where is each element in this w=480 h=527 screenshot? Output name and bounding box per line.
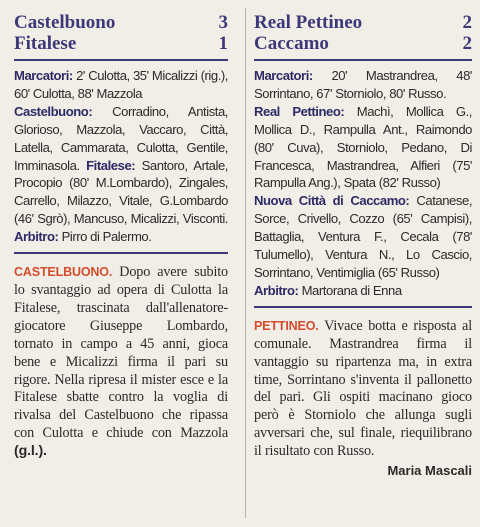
- referee: Pirro di Palermo.: [58, 229, 152, 245]
- away-team: Fitalese: [14, 33, 77, 54]
- score-divider: [254, 59, 472, 61]
- home-lineup: Corradino, Antista, Glorioso, Mazzola, Vaccaro, Città, Latella, Cammarata, Culotta, Gentile, Imminasola.: [14, 103, 228, 173]
- match-chronicle: [14, 264, 228, 461]
- match-report-pettineo: [250, 0, 476, 527]
- referee: Martorana di Enna: [298, 282, 402, 298]
- home-score-row: [14, 12, 228, 33]
- column-divider: [245, 8, 246, 518]
- home-lineup-label: Real Pettineo:: [254, 103, 345, 119]
- scorers: 20' Mastrandrea, 48' Sorrintano, 67' Storniolo, 80' Russo.: [254, 68, 472, 101]
- referee-label: Arbitro:: [14, 229, 59, 245]
- home-score-row: [254, 12, 472, 33]
- away-team: Caccamo: [254, 33, 329, 54]
- away-lineup: Catanese, Sorce, Crivello, Cozzo (65' Campisi), Battaglia, Ventura F., Cecala (78' Tulumello), Ventura N., Lo Cascio, Sorrintano, Ventimiglia (65' Russo): [254, 193, 473, 280]
- home-lineup: Machì, Mollica G., Mollica D., Rampulla Ant., Raimondo (80' Cuva), Storniolo, Pedano, Di Francesca, Mastrandrea, Alfieri (75' Rampulla Ang.), Spata (82' Russo): [254, 103, 472, 191]
- home-lineup-label: Castelbuono:: [14, 103, 93, 119]
- score-divider: [14, 59, 228, 61]
- chronicle-kicker: PETTINEO.: [254, 318, 319, 333]
- home-team: Real Pettineo: [254, 12, 363, 33]
- chronicle-kicker: CASTELBUONO.: [14, 265, 113, 280]
- author-initials: (g.l.).: [14, 443, 47, 460]
- referee-label: Arbitro:: [254, 282, 299, 298]
- match-report-castelbuono: [0, 0, 232, 527]
- scorers-label: Marcatori:: [254, 68, 313, 83]
- away-lineup-label: Fitalese:: [86, 157, 136, 173]
- home-score: 3: [218, 12, 228, 33]
- section-divider: [254, 306, 472, 308]
- scorers: 2' Culotta, 35' Micalizzi (rig.), 60' Culotta, 88' Mazzola: [14, 68, 228, 101]
- away-score-row: [14, 33, 228, 54]
- match-details: [14, 67, 228, 246]
- match-details: [254, 67, 472, 300]
- scorers-label: Marcatori:: [14, 68, 73, 83]
- away-lineup-label: Nuova Città di Caccamo:: [254, 193, 410, 209]
- away-score: 2: [462, 33, 472, 54]
- away-lineup: Santoro, Artale, Procopio (80' M.Lombardo), Zingales, Carrello, Milazzo, Vitale, G.Lombardo (46' Sgrò), Mancuso, Micalizzi, Visconti.: [14, 157, 228, 227]
- match-chronicle: [254, 318, 472, 461]
- away-score-row: [254, 33, 472, 54]
- away-score: 1: [218, 33, 228, 54]
- home-team: Castelbuono: [14, 12, 116, 33]
- author-byline: Maria Mascali: [387, 463, 472, 479]
- chronicle-text: Vivace botta e risposta al comunale. Mastrandrea firma il vantaggio su ripartenza ma, in extra time, Sorrintano s'inventa il pallonetto del pari. Gli ospiti macinano gioco però è Storniolo che allunga sugli avversari che, sul finale, riequilibrano il risultato con Russo.: [254, 317, 472, 460]
- home-score: 2: [462, 12, 472, 33]
- chronicle-text: Dopo avere subito lo svantaggio ad opera di Culotta la Fitalese, trascinata dall'allenatore-giocatore Giuseppe Lombardo, tornato in campo a 45 anni, gioca bene e Micalizzi firma il pari su rigore. Nella ripresa il mister esce e la Fitalese sbatte contro la voglia di rivalsa del Castelbuono che ripassa con Culotta e chiude con Mazzola: [14, 264, 228, 442]
- section-divider: [14, 252, 228, 254]
